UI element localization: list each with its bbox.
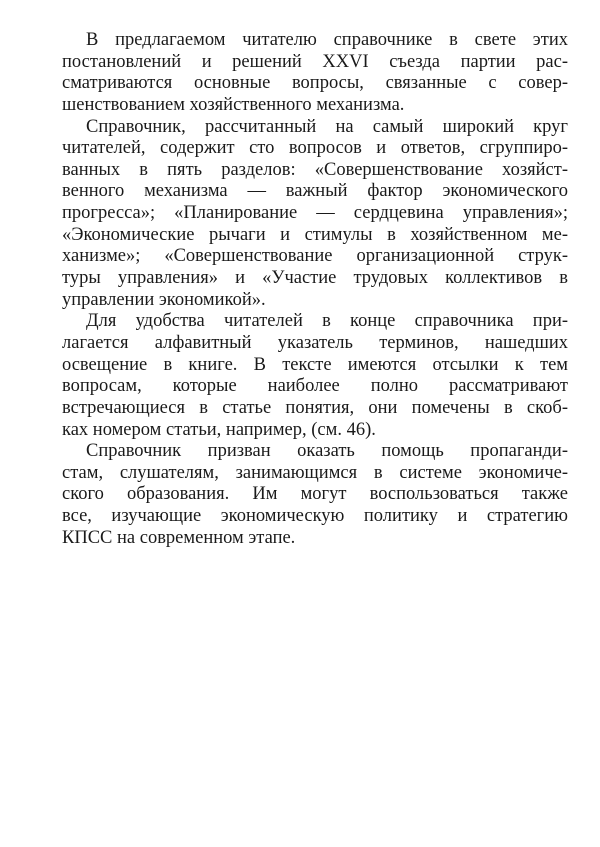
text-line: туры управления» и «Участие трудовых коллективов в — [62, 268, 568, 289]
paragraph — [62, 30, 568, 117]
document-page — [62, 30, 568, 549]
text-line: ках номером статьи, например, (см. 46). — [62, 419, 376, 440]
text-line: лагается алфавитный указатель терминов, нашедших — [62, 332, 568, 353]
text-line: «Экономические рычаги и стимулы в хозяйственном ме- — [62, 224, 568, 245]
text-line: сматриваются основные вопросы, связанные с совер- — [62, 73, 568, 94]
text-line: все, изучающие экономическую политику и стратегию — [62, 506, 568, 527]
paragraph — [62, 311, 568, 441]
paragraph — [62, 441, 568, 549]
text-line: освещение в книге. В тексте имеются отсылки к тем — [62, 354, 568, 375]
text-line: стам, слушателям, занимающимся в системе экономиче- — [62, 462, 568, 483]
text-line: Для удобства читателей в конце справочника при- — [86, 311, 568, 332]
paragraph — [62, 117, 568, 312]
text-line: встречающиеся в статье понятия, они помечены в скоб- — [62, 397, 568, 418]
text-line: Справочник, рассчитанный на самый широкий круг — [86, 116, 568, 137]
text-line: ханизме»; «Совершенствование организационной струк- — [62, 246, 568, 267]
text-line: В предлагаемом читателю справочнике в свете этих — [86, 30, 568, 50]
text-line: управлении экономикой». — [62, 289, 266, 310]
text-line: ванных в пять разделов: «Совершенствование хозяйст- — [62, 159, 568, 180]
text-line: вопросам, которые наиболее полно рассматривают — [62, 376, 568, 397]
text-line: ского образования. Им могут воспользоваться также — [62, 484, 568, 505]
text-line: прогресса»; «Планирование — сердцевина управления»; — [62, 203, 568, 224]
text-line: шенствованием хозяйственного механизма. — [62, 94, 405, 115]
text-line: венного механизма — важный фактор экономического — [62, 181, 568, 202]
text-line: читателей, содержит сто вопросов и ответов, сгруппиро- — [62, 138, 568, 159]
text-line: КПСС на современном этапе. — [62, 527, 296, 548]
text-line: постановлений и решений XXVI съезда партии рас- — [62, 51, 568, 72]
text-line: Справочник призван оказать помощь пропаганди- — [86, 441, 568, 462]
